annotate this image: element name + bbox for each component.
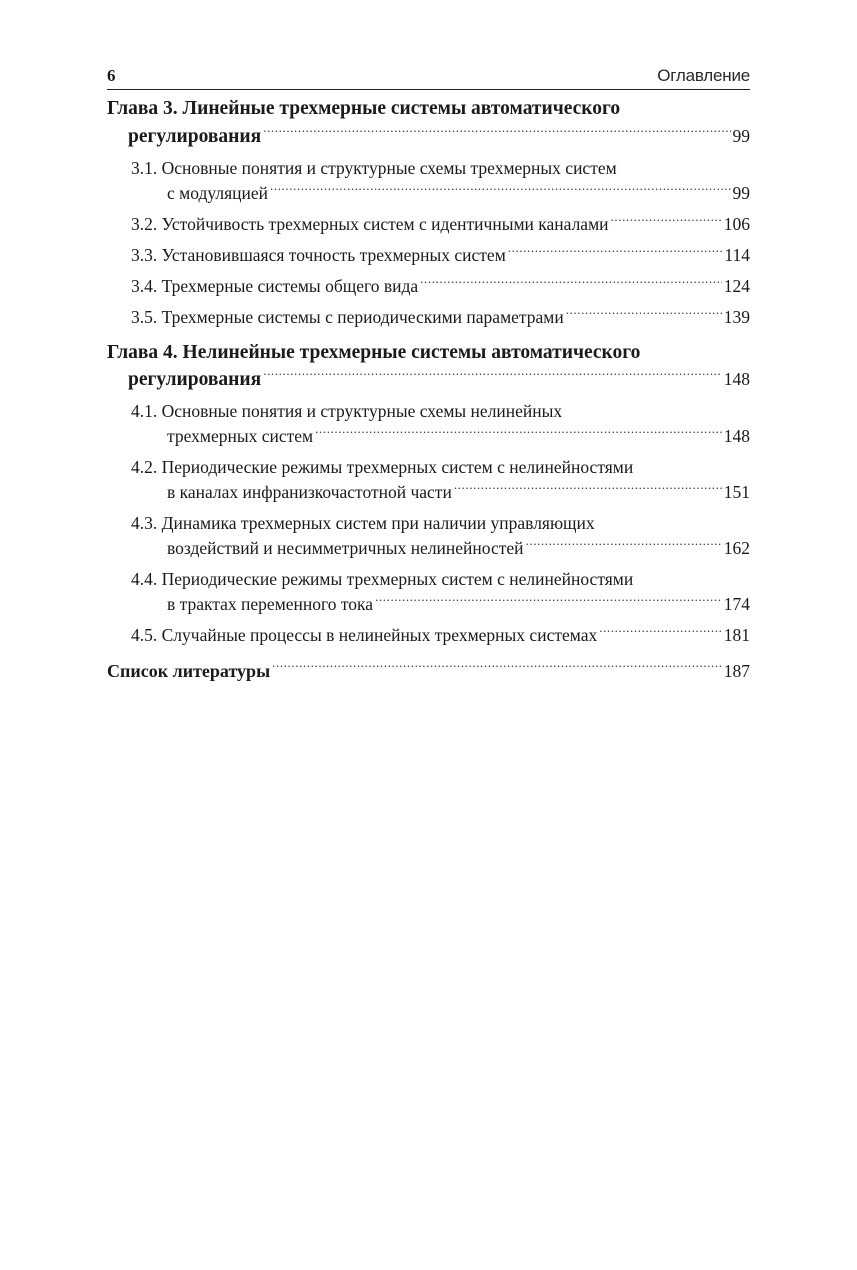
page-number: 6 — [107, 66, 116, 85]
page-ref: 99 — [732, 182, 750, 203]
dot-leader — [420, 275, 722, 293]
toc-section-3-4[interactable] — [107, 274, 750, 299]
toc-section-4-4[interactable] — [107, 567, 750, 617]
toc-section-4-3[interactable] — [107, 511, 750, 561]
dot-leader — [566, 306, 722, 324]
page-ref: 181 — [723, 625, 750, 645]
section-title-line2: трехмерных систем — [167, 426, 314, 446]
section-title-line2: в каналах инфранизкочастотной части — [167, 482, 452, 502]
table-of-contents — [107, 96, 750, 684]
dot-leader — [270, 182, 731, 200]
chapter-title-line2: регулирования — [128, 369, 262, 390]
dot-leader — [611, 213, 722, 231]
toc-chapter-3[interactable] — [107, 96, 750, 150]
toc-bibliography[interactable] — [107, 658, 750, 684]
chapter-title-line2: регулирования — [128, 125, 262, 147]
dot-leader — [263, 367, 722, 387]
section-title-line1: 4.4. Периодические режимы трехмерных систем с нелинейностями — [131, 569, 634, 589]
bibliography-title: Список литературы — [107, 661, 271, 681]
section-title: 3.2. Устойчивость трехмерных систем с идентичными каналами — [131, 213, 609, 234]
section-title-line1: 4.1. Основные понятия и структурные схемы нелинейных — [131, 401, 563, 421]
page-ref: 162 — [723, 538, 750, 558]
page-ref: 106 — [723, 213, 750, 234]
section-title-line1: 3.1. Основные понятия и структурные схемы трехмерных систем — [131, 157, 617, 178]
toc-section-4-2[interactable] — [107, 455, 750, 505]
chapter-title-line1: Глава 3. Линейные трехмерные системы автоматического — [107, 98, 621, 119]
page-ref: 151 — [723, 482, 750, 502]
toc-section-4-5[interactable] — [107, 623, 750, 648]
section-title-line1: 4.2. Периодические режимы трехмерных систем с нелинейностями — [131, 457, 634, 477]
dot-leader — [263, 123, 730, 143]
page-ref: 124 — [723, 275, 750, 296]
section-title-line2: с модуляцией — [167, 182, 268, 203]
page-ref: 114 — [724, 244, 750, 265]
page-ref: 187 — [723, 661, 750, 681]
chapter-title-line1: Глава 4. Нелинейные трехмерные системы автоматического — [107, 341, 641, 363]
dot-leader — [508, 244, 723, 262]
page-ref: 148 — [723, 426, 750, 446]
running-head: Оглавление — [657, 66, 750, 85]
toc-section-3-5[interactable] — [107, 305, 750, 330]
dot-leader — [599, 625, 722, 643]
section-title-line2: воздействий и несимметричных нелинейностей — [167, 538, 524, 558]
toc-section-3-3[interactable] — [107, 243, 750, 268]
dot-leader — [375, 594, 722, 612]
page — [107, 62, 750, 684]
section-title-line1: 4.3. Динамика трехмерных систем при наличии управляющих — [131, 513, 595, 533]
section-title: 3.4. Трехмерные системы общего вида — [131, 275, 419, 296]
dot-leader — [526, 538, 722, 556]
dot-leader — [272, 660, 722, 678]
page-ref: 99 — [732, 125, 750, 146]
toc-section-3-1[interactable] — [107, 156, 750, 206]
toc-section-4-1[interactable] — [107, 399, 750, 449]
page-ref: 174 — [723, 594, 750, 614]
page-header — [107, 62, 750, 90]
section-title: 3.5. Трехмерные системы с периодическими параметрами — [131, 306, 564, 327]
section-title-line2: в трактах переменного тока — [167, 594, 374, 614]
section-title: 3.3. Установившаяся точность трехмерных систем — [131, 244, 506, 265]
toc-chapter-4[interactable] — [107, 340, 750, 394]
toc-section-3-2[interactable] — [107, 212, 750, 237]
page-ref: 139 — [723, 306, 750, 327]
dot-leader — [315, 426, 722, 444]
section-title: 4.5. Случайные процессы в нелинейных трехмерных системах — [131, 625, 598, 645]
dot-leader — [454, 482, 722, 500]
page-ref: 148 — [723, 369, 750, 389]
